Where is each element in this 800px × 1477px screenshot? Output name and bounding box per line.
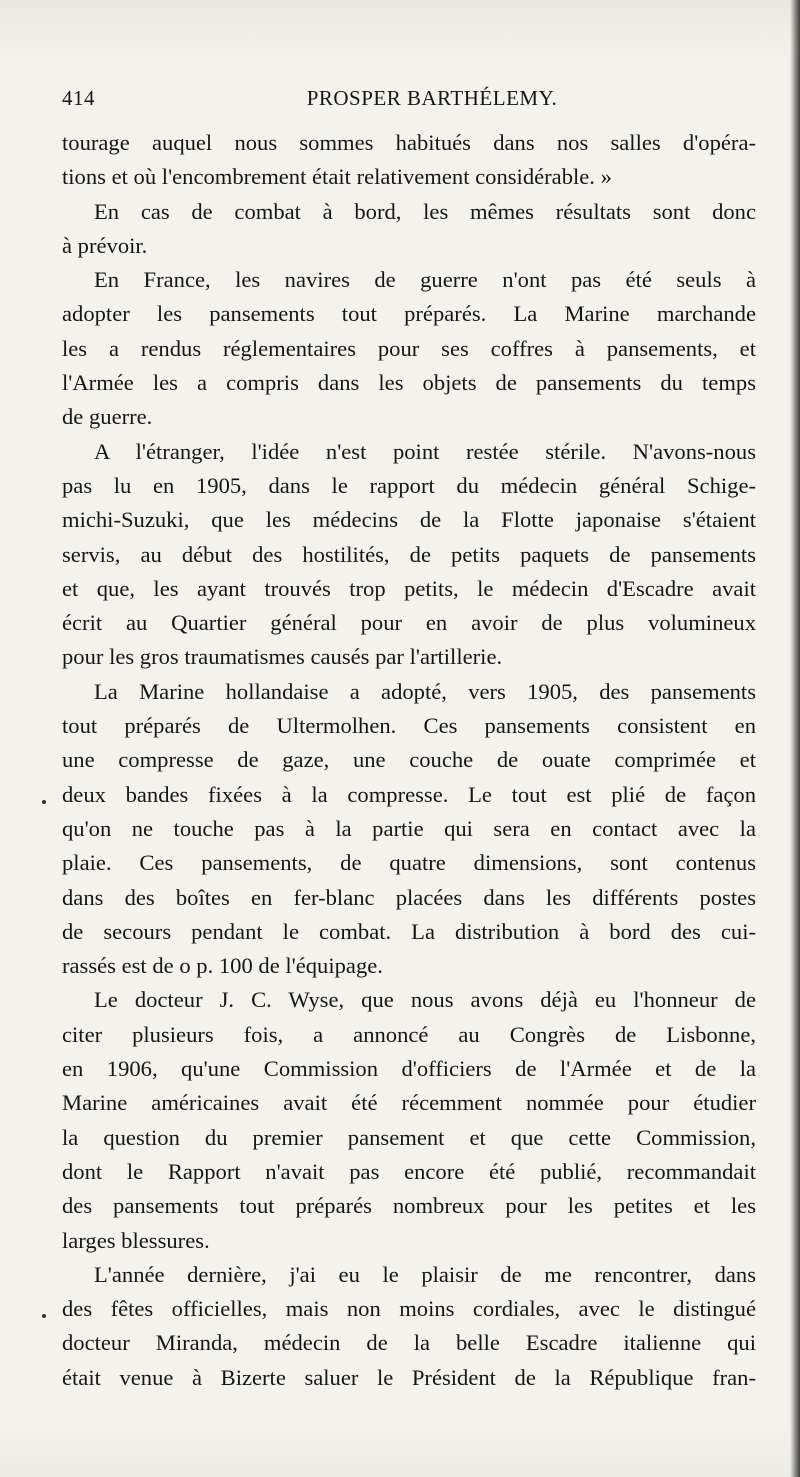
- text-line: citer plusieurs fois, a annoncé au Congrès de Lisbonne,: [62, 1021, 756, 1047]
- text-line: l'Armée les a compris dans les objets de pansements du temps: [62, 370, 756, 396]
- text-line: tout préparés de Ultermolhen. Ces pansements consistent en: [62, 713, 756, 739]
- text-line: tions et où l'encombrement était relativement considérable. »: [62, 164, 612, 190]
- text-line: pas lu en 1905, dans le rapport du médecin général Schige-: [62, 472, 756, 498]
- page-edge-shadow: [790, 0, 800, 1477]
- text-line: deux bandes fixées à la compresse. Le tout est plié de façon: [62, 781, 756, 807]
- margin-speck: [42, 1314, 46, 1318]
- margin-speck: [42, 800, 46, 804]
- text-line: à prévoir.: [62, 232, 148, 258]
- text-line: écrit au Quartier général pour en avoir de plus volumineux: [62, 610, 756, 636]
- text-line: michi-Suzuki, que les médecins de la Flotte japonaise s'étaient: [62, 507, 756, 533]
- text-line: servis, au début des hostilités, de petits paquets de pansements: [62, 541, 756, 567]
- text-line: larges blessures.: [62, 1227, 210, 1253]
- page-header: [62, 86, 752, 120]
- text-line: qu'on ne touche pas à la partie qui sera en contact avec la: [62, 815, 756, 841]
- text-line: Le docteur J. C. Wyse, que nous avons déjà eu l'honneur de: [94, 987, 756, 1013]
- text-line: des fêtes officielles, mais non moins cordiales, avec le distingué: [62, 1296, 756, 1322]
- text-line: En France, les navires de guerre n'ont pas été seuls à: [94, 267, 756, 293]
- text-line: dont le Rapport n'avait pas encore été publié, recommandait: [62, 1158, 756, 1184]
- text-line: dans des boîtes en fer-blanc placées dans les différents postes: [62, 884, 756, 910]
- text-line: était venue à Bizerte saluer le Président de la République fran-: [62, 1364, 756, 1390]
- text-line: et que, les ayant trouvés trop petits, le médecin d'Escadre avait: [62, 575, 756, 601]
- text-line: Marine américaines avait été récemment nommée pour étudier: [62, 1090, 756, 1116]
- body-text: [62, 126, 756, 1395]
- text-line: docteur Miranda, médecin de la belle Escadre italienne qui: [62, 1330, 756, 1356]
- text-line: pour les gros traumatismes causés par l'artillerie.: [62, 644, 503, 670]
- text-line: une compresse de gaze, une couche de ouate comprimée et: [62, 747, 756, 773]
- text-line: de guerre.: [62, 404, 153, 430]
- text-line: La Marine hollandaise a adopté, vers 1905, des pansements: [94, 678, 756, 704]
- text-line: adopter les pansements tout préparés. La Marine marchande: [62, 301, 756, 327]
- page-number: 414: [62, 86, 95, 110]
- text-line: de secours pendant le combat. La distribution à bord des cui-: [62, 918, 756, 944]
- text-line: en 1906, qu'une Commission d'officiers de l'Armée et de la: [62, 1056, 756, 1082]
- text-line: tourage auquel nous sommes habitués dans nos salles d'opéra-: [62, 130, 756, 155]
- text-line: des pansements tout préparés nombreux pour les petites et les: [62, 1193, 756, 1219]
- text-line: L'année dernière, j'ai eu le plaisir de me rencontrer, dans: [94, 1261, 756, 1287]
- text-line: En cas de combat à bord, les mêmes résultats sont donc: [94, 198, 756, 224]
- text-line: rassés est de o p. 100 de l'équipage.: [62, 953, 383, 979]
- running-title: PROSPER BARTHÉLEMY.: [306, 86, 558, 110]
- text-line: la question du premier pansement et que cette Commission,: [62, 1124, 756, 1150]
- text-line: plaie. Ces pansements, de quatre dimensions, sont contenus: [62, 850, 756, 876]
- text-line: A l'étranger, l'idée n'est point restée stérile. N'avons-nous: [94, 438, 756, 464]
- text-line: les a rendus réglementaires pour ses coffres à pansements, et: [62, 335, 756, 361]
